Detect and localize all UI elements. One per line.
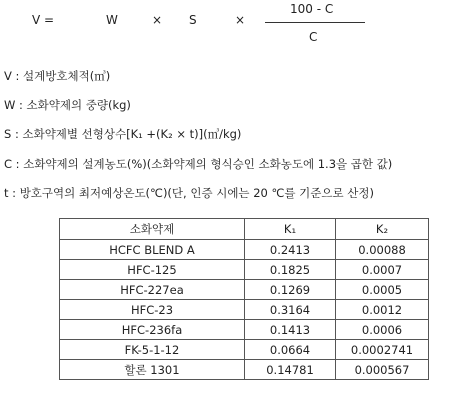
header-k2: K₂ [336,219,429,240]
table-row [60,320,429,340]
agent-name: 할론 1301 [60,360,245,380]
k1-value: 0.1413 [245,320,336,340]
agent-name: HFC-125 [60,260,245,280]
k2-value: 0.00088 [336,240,429,260]
formula-s: S [189,13,197,27]
k2-value: 0.000567 [336,360,429,380]
table-row [60,240,429,260]
k1-value: 0.1825 [245,260,336,280]
formula-times-1: × [152,13,163,27]
formula-numerator: 100 - C [290,2,334,16]
agent-constants-table [59,218,429,380]
formula-denominator: C [309,30,318,44]
agent-name: FK-5-1-12 [60,340,245,360]
header-agent: 소화약제 [60,219,245,240]
table-row [60,280,429,300]
table-row [60,300,429,320]
agent-name: HCFC BLEND A [60,240,245,260]
table-row [60,260,429,280]
formula-times-2: × [235,13,246,27]
formula-lhs: V = [32,13,55,27]
definition-w: W : 소화약제의 중량(kg) [4,98,131,112]
agent-name: HFC-227ea [60,280,245,300]
agent-name: HFC-236fa [60,320,245,340]
k1-value: 0.2413 [245,240,336,260]
table-row [60,340,429,360]
k1-value: 0.0664 [245,340,336,360]
k2-value: 0.0007 [336,260,429,280]
k2-value: 0.0005 [336,280,429,300]
definition-c: C : 소화약제의 설계농도(%)(소화약제의 형식승인 소화농도에 1.3을 곱한 값) [4,157,393,171]
definition-v: V : 설계방호체적(㎥) [4,69,111,83]
formula-w: W [106,13,118,27]
k1-value: 0.14781 [245,360,336,380]
k2-value: 0.0006 [336,320,429,340]
k2-value: 0.0002741 [336,340,429,360]
fraction-bar [265,22,365,23]
agent-name: HFC-23 [60,300,245,320]
k2-value: 0.0012 [336,300,429,320]
header-k1: K₁ [245,219,336,240]
definition-t: t : 방호구역의 최저예상온도(℃)(단, 인증 시에는 20 ℃를 기준으로 산정) [4,186,374,200]
design-volume-formula [0,0,461,56]
table-row [60,360,429,380]
k1-value: 0.1269 [245,280,336,300]
k1-value: 0.3164 [245,300,336,320]
definition-s: S : 소화약제별 선형상수[K₁ +(K₂ × t)](㎥/kg) [4,127,242,141]
table-header-row [60,219,429,240]
